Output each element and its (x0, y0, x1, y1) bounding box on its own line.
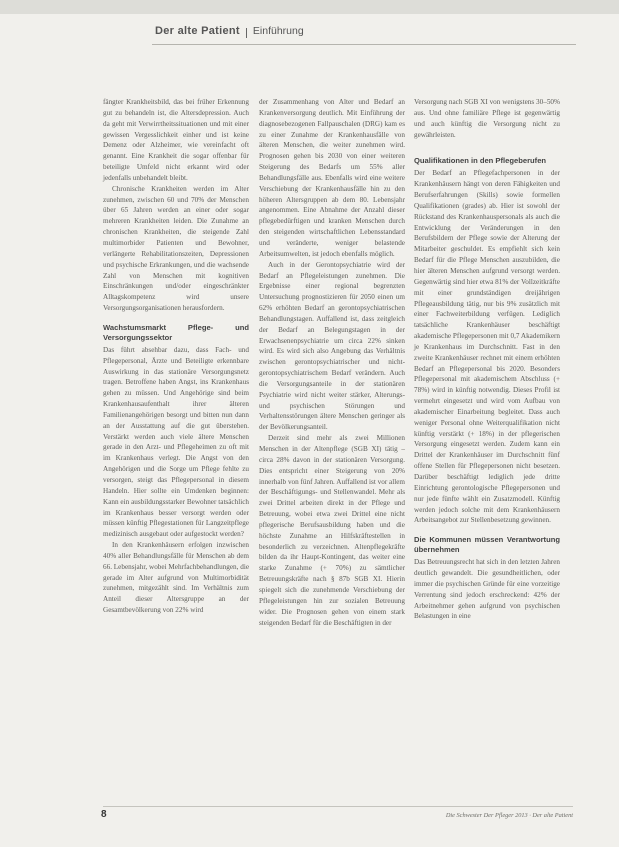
paragraph: In den Krankenhäusern erfolgen inzwischen 40% aller Behandlungsfälle für Menschen ab dem 66. Lebensjahr, wobei Mehrfachbehandlungen, die gerade im Alter aufgrund von Multimorbidität zunehmen, mitgezählt sind. Im Verhältnis zum Anteil dieser Altersgruppe an der Gesamtbevölkerung von 22% wird (103, 541, 250, 615)
header-rule (152, 44, 576, 45)
journal-reference: Die Schwester Der Pfleger 2013 · Der alte Patient (445, 812, 573, 819)
footer-rule (103, 806, 573, 807)
subsection-title: Einführung (252, 25, 304, 37)
text-column-1 (103, 97, 249, 616)
top-band (0, 0, 619, 14)
running-head (155, 25, 304, 41)
section-heading: Die Kommunen müssen Verantwortung übernehmen (414, 535, 560, 555)
paragraph: Das Betreuungsrecht hat sich in den letzten Jahren deutlich gewandelt. Die gesundheitlichen, oder immer die psychischen Gründe für eine vorzeitige Verrentung sind jedoch erschreckend: 42% der Arbeitnehmer gehen aufgrund von psychischen Belastungen in eine (414, 558, 560, 621)
paragraph: der Zusammenhang von Alter und Bedarf an Krankenversorgung deutlich. Mit Einführung der diagnosebezogenen Fallpauschalen (DRG) kam es zu einer Zunahme der Krankenhausfälle von älteren Menschen, die weiter zunehmen wird. Prognosen gehen bis 2030 von einer weiteren Steigerung des Bedarfs um 55% aller Behandlungsfälle aus. Ebenfalls wird eine weitere Verschiebung der Krankenhausfälle hin zu den höheren Altersgruppen ab dem 80. Lebensjahr angenommen. Eine Abnahme der Anzahl dieser pflegebedürftigen und kranken Menschen durch den steigenden wirtschaftlichen Lebensstandard und veränderte, weniger belastende Arbeitsumwelten, ist jedoch ebenfalls möglich. (259, 98, 405, 258)
text-column-2 (259, 97, 405, 628)
text-column-3 (414, 97, 560, 622)
paragraph: Das führt absehbar dazu, dass Fach- und Pflegepersonal, Ärzte und Beteiligte erkennbare Auswirkung in das stationäre Versorgungsnetz tragen. Betroffene haben Angst, ins Krankenhaus gehen zu müssen. Und Angehörige sind beim Krankenhausaufenthalt ihrer älteren Familienangehörigen besorgt und bitten nun dann an der Ausstattung auf die gut überstehen. Verstärkt werden auch viele ältere Menschen gerade in den Arzt- und Pflegeheimen zu oft mit im Krankenhaus verlegt. Die Angst von den Angehörigen und die Sorge um Pflege fehlte zu versorgen, steigt das Pflegepersonal in diesem Handeln. Hier sollte ein Umdenken beginnen: Kann ein ausbildungsstarker Bewohner tatsächlich im Krankenhaus besser versorgt werden oder müssen künftig Pflegestationen für Langzeitpflege medizinisch ausgebaut oder aufgestockt werden? (103, 345, 249, 539)
header-separator (246, 28, 247, 38)
paragraph: Versorgung nach SGB XI von wenigstens 30–50% aus. Und ohne familiäre Pflege ist gegenwärtig und auch künftig die Versorgung nicht zu gewährleisten. (414, 98, 560, 139)
paragraph: Chronische Krankheiten werden im Alter zunehmen, zwischen 60 und 70% der Menschen über 65 Jahren werden an einer oder sogar mehreren Krankheiten leiden. Die Zunahme an chronischen Krankheiten, die steigende Zahl multimorbider Patienten und Bewohner, verlängerte Rehabilitationszeiten, Depressionen und psychische Erkrankungen, und die wachsende Zahl von Menschen mit kognitiven Einschränkungen und/oder eingeschränkter Alltagskompetenz wird unsere Versorgungsorganisationen herausfordern. (103, 184, 249, 313)
paragraph: Der Bedarf an Pflegefachpersonen in der Krankenhäusern hängt von deren Fähigkeiten und Berufserfahrungen (Skills) sowie formellen Qualifikationen (grades) ab. Hier ist sowohl der Rückstand des Krankenhauspersonals als auch die Entwicklung der Veränderungen in den Berufsbildern der Pflege sowie der Alterung der Mitarbeiter geschuldet. Es empfiehlt sich kein Bedarf für die Pflege Menschen auszubilden, die hier älteren Menschen aufgrund versorgt werden. Gegenwärtig sind hier etwa 81% der Vollzeitkräfte mit einer grundständigen dreijährigen Pflegeausbildung tätig, nur bis 9% zusätzlich mit einer Fachweiterbildung verfügen. Lediglich tatsächliche Krankenhäuser beschäftigt akademische Pflegepersonen mit 0,7 Akademikern je Krankenhaus im Durchschnitt. Fast in den zweite Krankenhäuser rechnet mit einem erhöhten Bedarf an Pflegepersonal bis 2020. Besonders Pflegepersonal mit akademischem Abschluss (+ 78%) wird in künftig notwendig. Dieses Profil ist vermehrt eingesetzt und wird vom Aufbau von akademischer Einarbeitung begleitet. Dass auch weniger Personal ohne Weiterqualifikation nicht künftig verstärkt (+ 18%) in der pflegerischen Versorgung eingesetzt werden. Zudem kann ein Drittel der Krankenhäuser im Durchschnitt fünf offene Stellen für Pflegepersonen nicht besetzen. Darüber beschäftigt lediglich jede dritte Einrichtung gerontologische Pflegepersonen und nur jede fünfte wählt ein Zusatzmodell. Künftig werden jedoch solche mit dem Krankenhäusern Arbeitsangebot zur Stellenbesetzung gewinnen. (414, 169, 560, 525)
section-title: Der alte Patient (155, 25, 240, 37)
page-number: 8 (101, 809, 107, 820)
paragraph: fängter Krankheitsbild, das bei früher Erkennung gut zu behandeln ist, die Altersdepression. Auch da geht mit Verwirrtheitssituationen und mit einer gewissen Vergesslichkeit einher und ist keine Demenz oder Alzheimer, wie vereinfacht oft genannt. Eine Krankheit die sogar offenbar für beteiligte Umfeld nicht erkannt wird oder jedenfalls unbehandelt bleibt. (103, 98, 249, 182)
paragraph: Auch in der Gerontopsychiatrie wird der Bedarf an Pflegeleistungen zunehmen. Die Ergebnisse einer regional begrenzten Untersuchung prognostizieren für 2050 einen um 62% erhöhten Bedarf an gerontopsychiatrischen Behandlungstagen. Auffallend ist, dass zeitgleich der Bedarf an Belegungstagen in der Erwachsenenpsychiatrie um circa 22% sinken wird. Es wird sich also Angebung das Verhältnis zwischen gerontopsychiatrischer und nicht-gerontopsychiatrischem Bedarf verändern. Auch die Versorgungsanteile in der stationären Psychiatrie wird nicht weiter stärker, Alterungs- und psychischen Störungen und Verhaltensstörungen ältere Menschen geringer als der Bevölkerungsanteil. (259, 260, 405, 432)
paragraph: Derzeit sind mehr als zwei Millionen Menschen in der Altenpflege (SGB XI) tätig – circa 28% davon in der stationären Versorgung. Dies entspricht einer Steigerung von 20% innerhalb von fünf Jahren. Auffallend ist vor allem der Beschäftigungs- und Stellenwandel. Mehr als zwei Drittel arbeiten direkt in der Pflege und Betreuung, wobei etwa zwei Drittel eine nicht pflegerische Berufsausbildung haben und die höchste Zunahme an Hilfskräftestellen in besonderlich zu verzeichnen. Altenpflegekräfte bilden da ihr Haupt-Kontingent, das weiter eine starke Zunahme (+ 70%) zu sämtlicher Betreuungskräfte nach § 87b SGB XI. Hierin spiegelt sich die zunehmende Verschiebung der Pflegeleistungen hin zur sozialen Betreuung wider. Die Prognosen gehen von einem stark steigenden Bedarf für die Beschäftigten in der (259, 434, 405, 627)
section-heading: Qualifikationen in den Pflegeberufen (414, 156, 547, 166)
section-heading: Wachstumsmarkt Pflege- und Versorgungssektor (103, 322, 249, 342)
